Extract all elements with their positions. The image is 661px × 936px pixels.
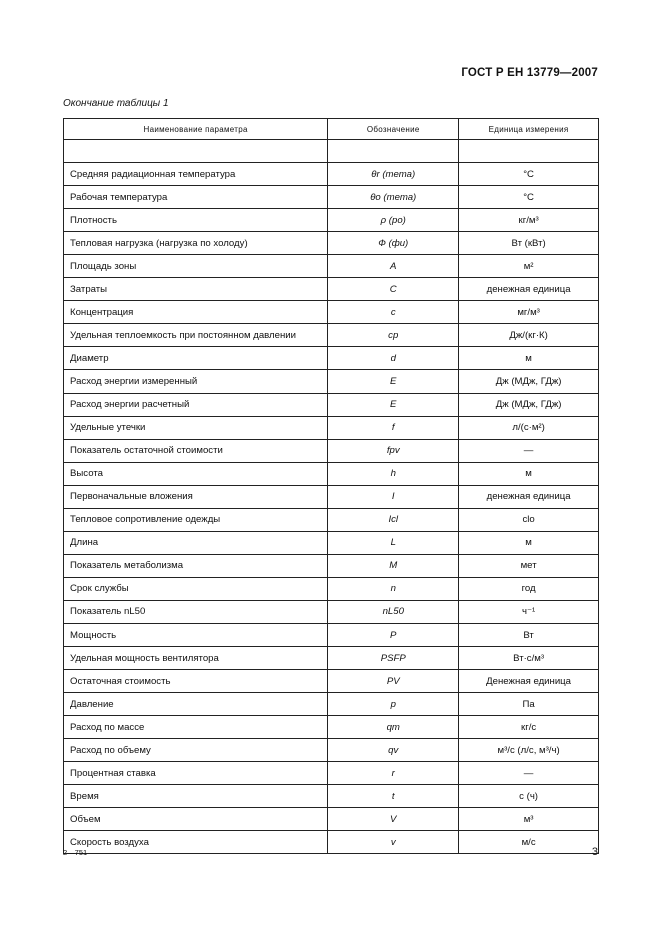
table-row (64, 462, 599, 485)
table-row (64, 209, 599, 232)
param-name-cell: Рабочая температура (64, 186, 328, 209)
param-unit-cell: м (459, 531, 599, 554)
table-row (64, 600, 599, 623)
param-symbol-cell: V (328, 808, 459, 831)
param-unit-cell: Вт (459, 623, 599, 646)
table-row (64, 554, 599, 577)
param-name-cell: Мощность (64, 623, 328, 646)
table-row (64, 670, 599, 693)
param-name-cell: Концентрация (64, 301, 328, 324)
param-name-cell: Расход энергии измеренный (64, 370, 328, 393)
header-gap-row (64, 140, 599, 163)
param-unit-cell: — (459, 762, 599, 785)
param-name-cell: Расход по объему (64, 739, 328, 762)
param-symbol-cell: L (328, 531, 459, 554)
param-unit-cell: кг/с (459, 716, 599, 739)
param-name-cell: Показатель метаболизма (64, 554, 328, 577)
table-row (64, 716, 599, 739)
param-symbol-cell: E (328, 370, 459, 393)
param-symbol-cell: PSFP (328, 647, 459, 670)
table-row (64, 255, 599, 278)
param-symbol-cell: M (328, 554, 459, 577)
param-name-cell: Удельная мощность вентилятора (64, 647, 328, 670)
param-unit-cell: Дж (МДж, ГДж) (459, 370, 599, 393)
param-symbol-cell: c (328, 301, 459, 324)
param-unit-cell: clo (459, 508, 599, 531)
param-name-cell: Первоначальные вложения (64, 485, 328, 508)
param-symbol-cell: I (328, 485, 459, 508)
table-row (64, 739, 599, 762)
param-unit-cell: м³ (459, 808, 599, 831)
param-symbol-cell: A (328, 255, 459, 278)
param-symbol-cell: θo (тета) (328, 186, 459, 209)
param-name-cell: Показатель остаточной стоимости (64, 439, 328, 462)
table-row (64, 762, 599, 785)
param-unit-cell: м (459, 347, 599, 370)
table-row (64, 439, 599, 462)
param-name-cell: Затраты (64, 278, 328, 301)
param-unit-cell: м³/с (л/с, м³/ч) (459, 739, 599, 762)
param-name-cell: Удельная теплоемкость при постоянном давлении (64, 324, 328, 347)
param-unit-cell: °С (459, 163, 599, 186)
param-unit-cell: денежная единица (459, 278, 599, 301)
param-symbol-cell: t (328, 785, 459, 808)
param-name-cell: Время (64, 785, 328, 808)
param-unit-cell: °С (459, 186, 599, 209)
param-symbol-cell: fpv (328, 439, 459, 462)
table-row (64, 186, 599, 209)
param-unit-cell: Дж/(кг·К) (459, 324, 599, 347)
param-unit-cell: мет (459, 554, 599, 577)
table-row (64, 785, 599, 808)
table-row (64, 416, 599, 439)
param-symbol-cell: PV (328, 670, 459, 693)
param-symbol-cell: d (328, 347, 459, 370)
param-name-cell: Высота (64, 462, 328, 485)
param-unit-cell: м/с (459, 831, 599, 854)
param-unit-cell: м (459, 462, 599, 485)
param-symbol-cell: cp (328, 324, 459, 347)
param-name-cell: Тепловое сопротивление одежды (64, 508, 328, 531)
param-unit-cell: Вт·с/м³ (459, 647, 599, 670)
table-row (64, 485, 599, 508)
table-row (64, 808, 599, 831)
param-symbol-cell: C (328, 278, 459, 301)
param-name-cell: Показатель nL50 (64, 600, 328, 623)
table-row (64, 531, 599, 554)
table-row (64, 623, 599, 646)
param-unit-cell: л/(с·м²) (459, 416, 599, 439)
param-name-cell: Плотность (64, 209, 328, 232)
param-unit-cell: кг/м³ (459, 209, 599, 232)
param-unit-cell: с (ч) (459, 785, 599, 808)
param-symbol-cell: r (328, 762, 459, 785)
param-symbol-cell: E (328, 393, 459, 416)
param-symbol-cell: Icl (328, 508, 459, 531)
param-symbol-cell: qv (328, 739, 459, 762)
param-name-cell: Тепловая нагрузка (нагрузка по холоду) (64, 232, 328, 255)
footer-print-code: 2—751 (63, 848, 88, 857)
param-symbol-cell: n (328, 577, 459, 600)
param-unit-cell: Денежная единица (459, 670, 599, 693)
param-symbol-cell: v (328, 831, 459, 854)
param-symbol-cell: f (328, 416, 459, 439)
param-name-cell: Скорость воздуха (64, 831, 328, 854)
param-unit-cell: мг/м³ (459, 301, 599, 324)
param-symbol-cell: ρ (ро) (328, 209, 459, 232)
table-row (64, 831, 599, 854)
param-name-cell: Процентная ставка (64, 762, 328, 785)
table-row (64, 370, 599, 393)
table-row (64, 301, 599, 324)
param-symbol-cell: Ф (фи) (328, 232, 459, 255)
param-symbol-cell: P (328, 623, 459, 646)
param-name-cell: Удельные утечки (64, 416, 328, 439)
page-number: 3 (591, 846, 598, 858)
param-symbol-cell: h (328, 462, 459, 485)
param-unit-cell: год (459, 577, 599, 600)
param-symbol-cell: p (328, 693, 459, 716)
param-name-cell: Расход энергии расчетный (64, 393, 328, 416)
table-caption: Окончание таблицы 1 (63, 98, 169, 109)
table-row (64, 278, 599, 301)
table-row (64, 347, 599, 370)
param-symbol-cell: nL50 (328, 600, 459, 623)
param-name-cell: Расход по массе (64, 716, 328, 739)
table-header-row (64, 119, 599, 140)
param-name-cell: Давление (64, 693, 328, 716)
param-unit-cell: Па (459, 693, 599, 716)
param-name-cell: Диаметр (64, 347, 328, 370)
column-header-symbol: Обозначение (328, 119, 459, 140)
param-symbol-cell: θr (тета) (328, 163, 459, 186)
document-code: ГОСТ Р ЕН 13779—2007 (461, 67, 598, 79)
param-name-cell: Площадь зоны (64, 255, 328, 278)
table-row (64, 647, 599, 670)
param-unit-cell: ч⁻¹ (459, 600, 599, 623)
table-row (64, 163, 599, 186)
param-symbol-cell: qm (328, 716, 459, 739)
param-unit-cell: Вт (кВт) (459, 232, 599, 255)
param-unit-cell: м² (459, 255, 599, 278)
param-name-cell: Срок службы (64, 577, 328, 600)
table-row (64, 232, 599, 255)
param-name-cell: Средняя радиационная температура (64, 163, 328, 186)
column-header-unit: Единица измерения (459, 119, 599, 140)
param-unit-cell: Дж (МДж, ГДж) (459, 393, 599, 416)
table-row (64, 324, 599, 347)
table-row (64, 693, 599, 716)
column-header-name: Наименование параметра (64, 119, 328, 140)
param-unit-cell: денежная единица (459, 485, 599, 508)
table-body (64, 140, 599, 854)
table-row (64, 577, 599, 600)
table-row (64, 508, 599, 531)
param-unit-cell: — (459, 439, 599, 462)
param-name-cell: Длина (64, 531, 328, 554)
table-row (64, 393, 599, 416)
param-name-cell: Остаточная стоимость (64, 670, 328, 693)
parameters-table (63, 118, 599, 854)
param-name-cell: Объем (64, 808, 328, 831)
